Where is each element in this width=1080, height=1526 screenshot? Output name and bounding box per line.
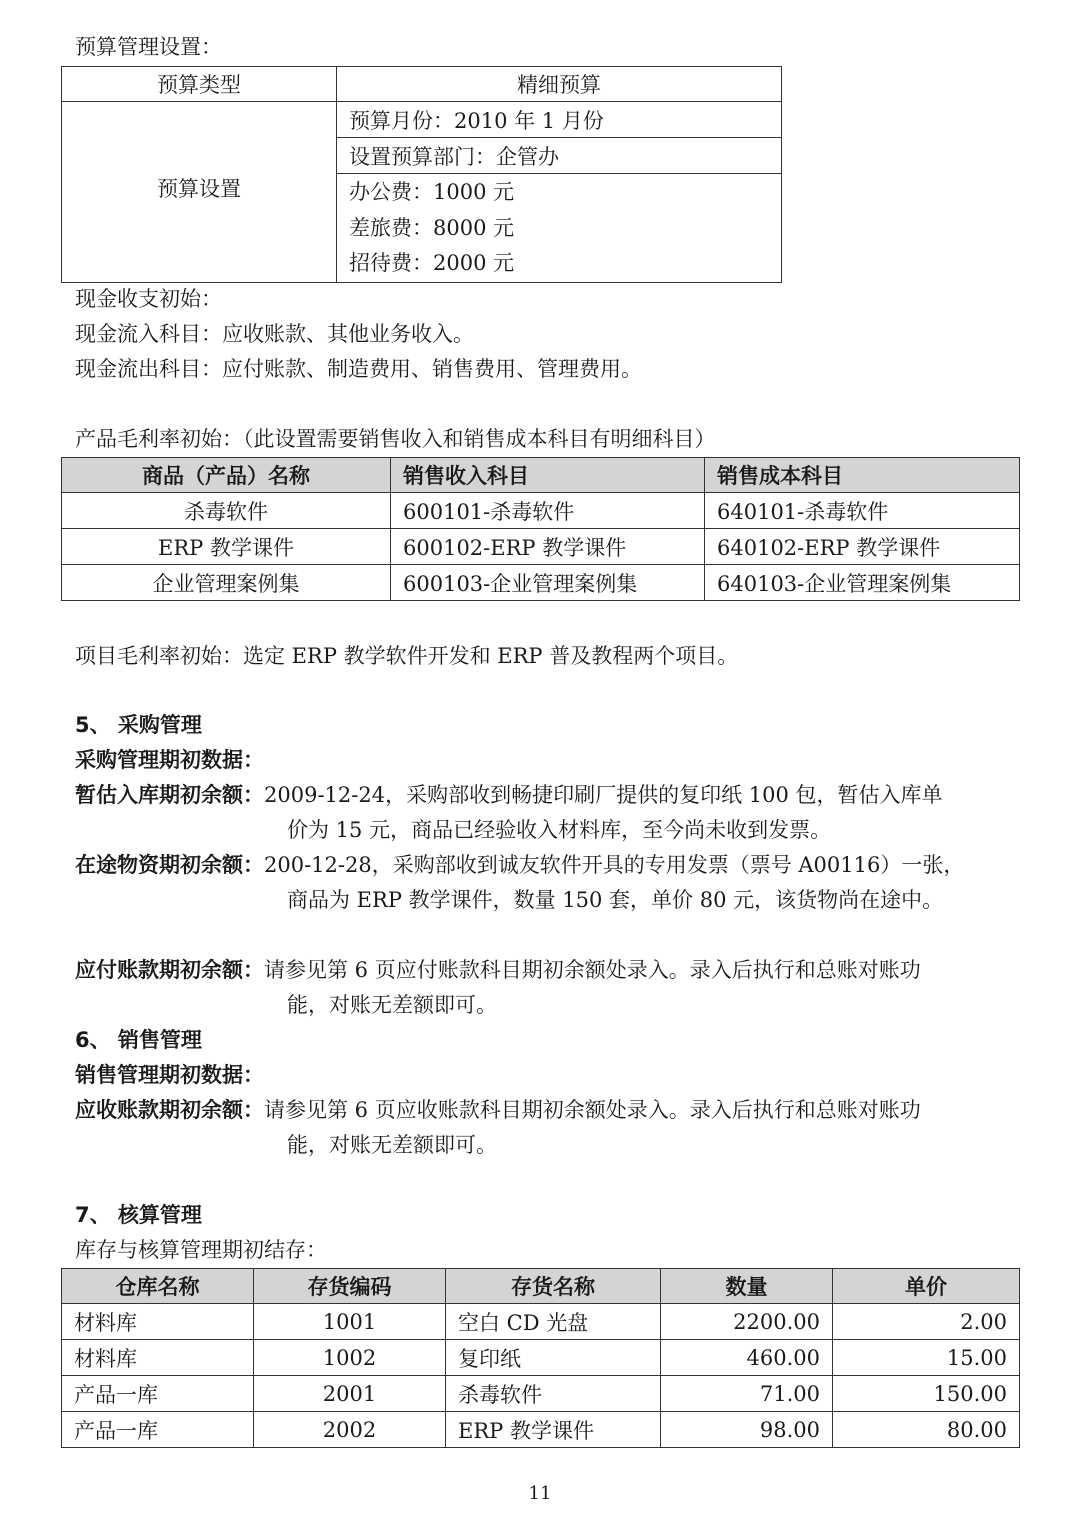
budget-item: 办公费：1000 元 <box>349 180 515 204</box>
budget-type-label: 预算类型 <box>62 67 337 102</box>
accounting-subtitle: 库存与核算管理期初结存： <box>75 1238 327 1262</box>
budget-table <box>61 66 782 283</box>
gm-header-product: 商品（产品）名称 <box>62 458 391 493</box>
budget-heading: 预算管理设置： <box>75 35 222 59</box>
table-cell: 150.00 <box>833 1376 1020 1412</box>
table-cell: 15.00 <box>833 1340 1020 1376</box>
sales-subtitle: 销售管理期初数据： <box>75 1063 264 1087</box>
table-cell: 600103-企业管理案例集 <box>391 565 705 601</box>
table-cell: 企业管理案例集 <box>62 565 391 601</box>
in-transit-item <box>75 848 964 918</box>
estimated-stock-item <box>75 778 943 848</box>
receivable-text-1: 请参见第 6 页应收账款科目期初余额处录入。录入后执行和总账对账功 <box>264 1098 921 1122</box>
inv-header-price: 单价 <box>833 1269 1020 1304</box>
budget-type-value: 精细预算 <box>337 67 782 102</box>
table-cell: 复印纸 <box>446 1340 661 1376</box>
table-cell: 材料库 <box>62 1340 254 1376</box>
table-cell: 空白 CD 光盘 <box>446 1304 661 1340</box>
table-cell: 2.00 <box>833 1304 1020 1340</box>
table-cell: 2001 <box>254 1376 446 1412</box>
cash-heading: 现金收支初始： <box>75 287 222 311</box>
table-cell: 产品一库 <box>62 1376 254 1412</box>
inv-header-qty: 数量 <box>661 1269 833 1304</box>
table-cell: 材料库 <box>62 1304 254 1340</box>
table-cell: 640102-ERP 教学课件 <box>705 529 1020 565</box>
budget-department: 设置预算部门：企管办 <box>337 138 782 174</box>
inv-header-code: 存货编码 <box>254 1269 446 1304</box>
table-cell: ERP 教学课件 <box>446 1412 661 1448</box>
table-row <box>62 1340 1020 1376</box>
budget-month: 预算月份：2010 年 1 月份 <box>337 102 782 138</box>
table-cell: 98.00 <box>661 1412 833 1448</box>
table-cell: 640101-杀毒软件 <box>705 493 1020 529</box>
gross-margin-table <box>61 457 1020 601</box>
in-transit-text-1: 200-12-28，采购部收到诚友软件开具的专用发票（票号 A00116）一张， <box>264 853 965 877</box>
table-cell: 600102-ERP 教学课件 <box>391 529 705 565</box>
page-number: 11 <box>528 1483 552 1504</box>
gm-header-revenue: 销售收入科目 <box>391 458 705 493</box>
in-transit-text-2: 商品为 ERP 教学课件，数量 150 套，单价 80 元，该货物尚在途中。 <box>287 888 944 912</box>
accounting-title: 7、 核算管理 <box>75 1203 202 1227</box>
cash-outflow: 现金流出科目：应付账款、制造费用、销售费用、管理费用。 <box>75 357 642 381</box>
table-cell: 71.00 <box>661 1376 833 1412</box>
estimated-stock-text-1: 2009-12-24，采购部收到畅捷印刷厂提供的复印纸 100 包，暂估入库单 <box>264 783 943 807</box>
table-cell: 杀毒软件 <box>62 493 391 529</box>
table-row <box>62 1412 1020 1448</box>
table-cell: 2002 <box>254 1412 446 1448</box>
payable-text-2: 能，对账无差额即可。 <box>287 993 497 1017</box>
table-cell: 杀毒软件 <box>446 1376 661 1412</box>
table-row <box>62 493 1020 529</box>
payable-label: 应付账款期初余额： <box>75 958 264 982</box>
purchase-title: 5、 采购管理 <box>75 713 202 737</box>
inv-header-name: 存货名称 <box>446 1269 661 1304</box>
cash-inflow: 现金流入科目：应收账款、其他业务收入。 <box>75 322 474 346</box>
project-margin: 项目毛利率初始：选定 ERP 教学软件开发和 ERP 普及教程两个项目。 <box>75 644 739 668</box>
table-cell: ERP 教学课件 <box>62 529 391 565</box>
table-cell: 600101-杀毒软件 <box>391 493 705 529</box>
table-row <box>62 1376 1020 1412</box>
in-transit-label: 在途物资期初余额： <box>75 853 264 877</box>
payable-text-1: 请参见第 6 页应付账款科目期初余额处录入。录入后执行和总账对账功 <box>264 958 921 982</box>
budget-item: 招待费：2000 元 <box>349 251 515 275</box>
receivable-text-2: 能，对账无差额即可。 <box>287 1133 497 1157</box>
estimated-stock-text-2: 价为 15 元，商品已经验收入材料库，至今尚未收到发票。 <box>287 818 832 842</box>
table-row <box>62 1304 1020 1340</box>
table-cell: 80.00 <box>833 1412 1020 1448</box>
inventory-table <box>61 1268 1020 1448</box>
estimated-stock-label: 暂估入库期初余额： <box>75 783 264 807</box>
budget-item: 差旅费：8000 元 <box>349 215 515 240</box>
table-cell: 1001 <box>254 1304 446 1340</box>
table-row <box>62 529 1020 565</box>
gross-margin-heading: 产品毛利率初始：（此设置需要销售收入和销售成本科目有明细科目） <box>75 427 716 451</box>
inv-header-warehouse: 仓库名称 <box>62 1269 254 1304</box>
budget-items <box>337 174 782 283</box>
receivable-item <box>75 1093 921 1163</box>
table-cell: 1002 <box>254 1340 446 1376</box>
table-cell: 2200.00 <box>661 1304 833 1340</box>
purchase-subtitle: 采购管理期初数据： <box>75 748 264 772</box>
table-cell: 产品一库 <box>62 1412 254 1448</box>
table-row <box>62 565 1020 601</box>
payable-item <box>75 953 921 1023</box>
table-cell: 640103-企业管理案例集 <box>705 565 1020 601</box>
sales-title: 6、 销售管理 <box>75 1028 202 1052</box>
table-cell: 460.00 <box>661 1340 833 1376</box>
budget-setting-label: 预算设置 <box>62 102 337 283</box>
receivable-label: 应收账款期初余额： <box>75 1098 264 1122</box>
gm-header-cost: 销售成本科目 <box>705 458 1020 493</box>
